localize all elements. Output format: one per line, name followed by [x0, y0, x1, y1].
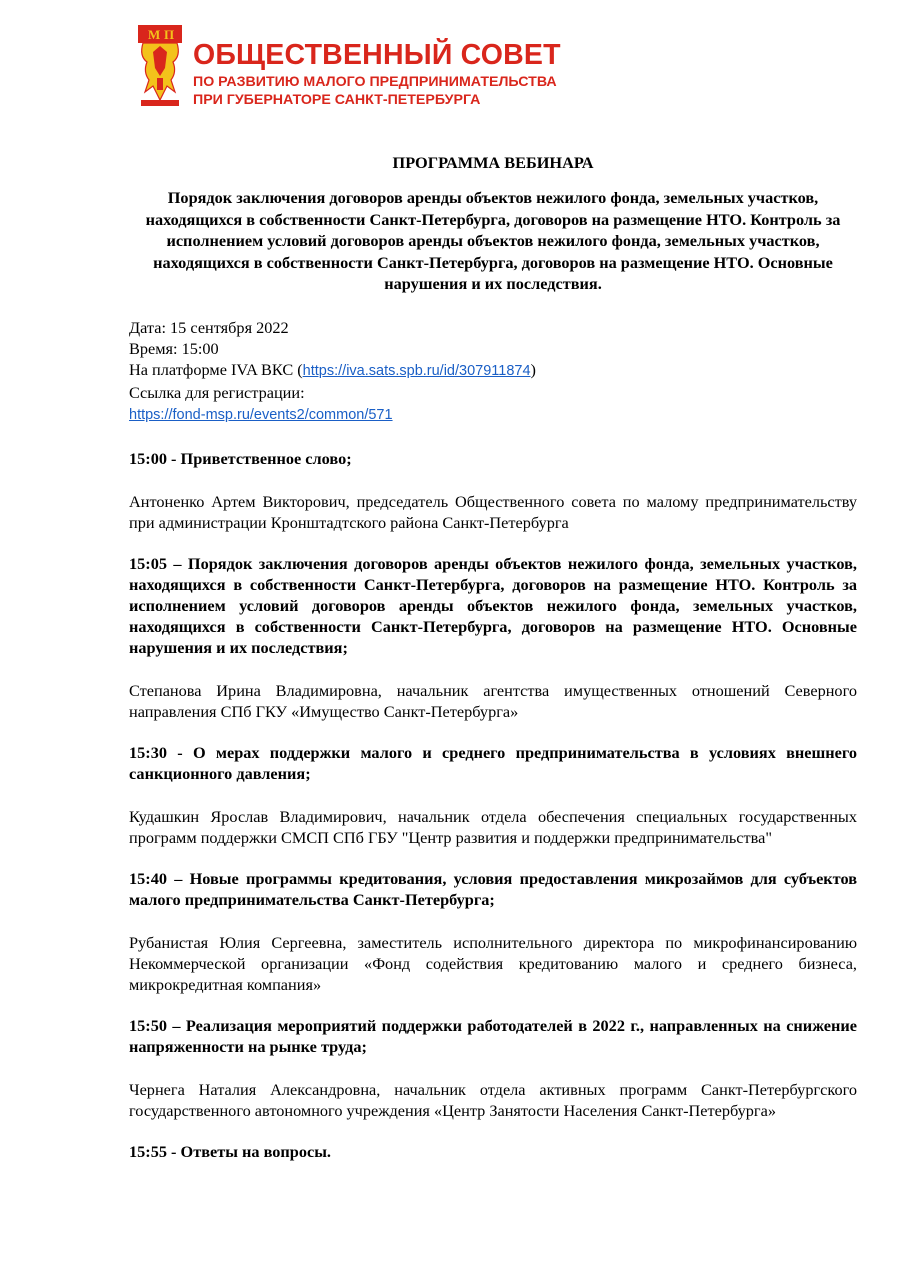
event-details [129, 317, 857, 426]
program-item-speaker: Степанова Ирина Владимировна, начальник агентства имущественных отношений Северного направления СПб ГКУ «Имущество Санкт-Петербурга» [129, 680, 857, 721]
organization-subtitle-line2: ПРИ ГУБЕРНАТОРЕ САНКТ-ПЕТЕРБУРГА [193, 92, 481, 108]
program-item-speaker: Кудашкин Ярослав Владимирович, начальник отдела обеспечения специальных государственных программ поддержки СМСП СПб ГБУ "Центр развития и поддержки предпринимательства" [129, 806, 857, 847]
platform-suffix: ) [530, 359, 536, 379]
program-item [129, 553, 857, 722]
program-item [129, 868, 857, 995]
organization-subtitle-line1: ПО РАЗВИТИЮ МАЛОГО ПРЕДПРИНИМАТЕЛЬСТВА [193, 74, 557, 90]
program-item [129, 448, 857, 533]
svg-text:П: П [164, 27, 175, 42]
event-time: Время: 15:00 [129, 338, 219, 358]
program-item-speaker: Чернега Наталия Александровна, начальник отдела активных программ Санкт-Петербургского государственного автономного учреждения «Центр Занятости Населения Санкт-Петербурга» [129, 1079, 857, 1120]
platform-link[interactable]: https://iva.sats.spb.ru/id/307911874 [302, 362, 531, 379]
program-item-title: 15:40 – Новые программы кредитования, условия предоставления микрозаймов для субъектов малого предпринимательства Санкт-Петербурга; [129, 868, 857, 909]
svg-text:М: М [148, 27, 161, 42]
emblem-logo [135, 22, 185, 108]
program-item-speaker: Рубанистая Юлия Сергеевна, заместитель исполнительного директора по микрофинансированию Некоммерческой организации «Фонд содействия кредитованию малого и среднего бизнеса, микрокредитная компания» [129, 932, 857, 994]
document-heading: ПРОГРАММА ВЕБИНАРА [392, 153, 594, 172]
registration-link[interactable]: https://fond-msp.ru/events2/common/571 [129, 406, 393, 423]
program-item [129, 742, 857, 848]
registration-label: Ссылка для регистрации: [129, 382, 305, 402]
program-item-speaker: Антоненко Артем Викторович, председатель Общественного совета по малому предпринимательству при администрации Кронштадтского района Санкт-Петербурга [129, 491, 857, 532]
webinar-program-document [129, 152, 857, 1162]
organization-header [135, 22, 595, 112]
program-item-title: 15:05 – Порядок заключения договоров аренды объектов нежилого фонда, земельных участков, находящихся в собственности Санкт-Петербурга, договоров на размещение НТО. Контроль за исполнением условий договоров аренды объектов нежилого фонда, земельных участков, находящихся в собственности Санкт-Петербурга, договоров на размещение НТО. Основные нарушения и их последствия; [129, 553, 857, 657]
platform-prefix: На платформе IVA ВКС ( [129, 359, 303, 379]
program-item-title: 15:50 – Реализация мероприятий поддержки работодателей в 2022 г., направленных на снижение напряженности на рынке труда; [129, 1015, 857, 1056]
program-item-title: 15:00 - Приветственное слово; [129, 448, 352, 468]
event-platform [129, 359, 857, 382]
closing-qa: 15:55 - Ответы на вопросы. [129, 1141, 332, 1161]
event-date: Дата: 15 сентября 2022 [129, 317, 289, 337]
program-item [129, 1015, 857, 1121]
webinar-topic: Порядок заключения договоров аренды объектов нежилого фонда, земельных участков, находящихся в собственности Санкт-Петербурга, договоров на размещение НТО. Контроль за исполнением условий договоров аренды объектов нежилого фонда, земельных участков, находящихся в собственности Санкт-Петербурга, договоров на размещение НТО. Основные нарушения и их последствия. [145, 188, 841, 293]
program-item-title: 15:30 - О мерах поддержки малого и среднего предпринимательства в условиях внешнего санкционного давления; [129, 742, 857, 783]
organization-title: ОБЩЕСТВЕННЫЙ СОВЕТ [193, 39, 561, 71]
